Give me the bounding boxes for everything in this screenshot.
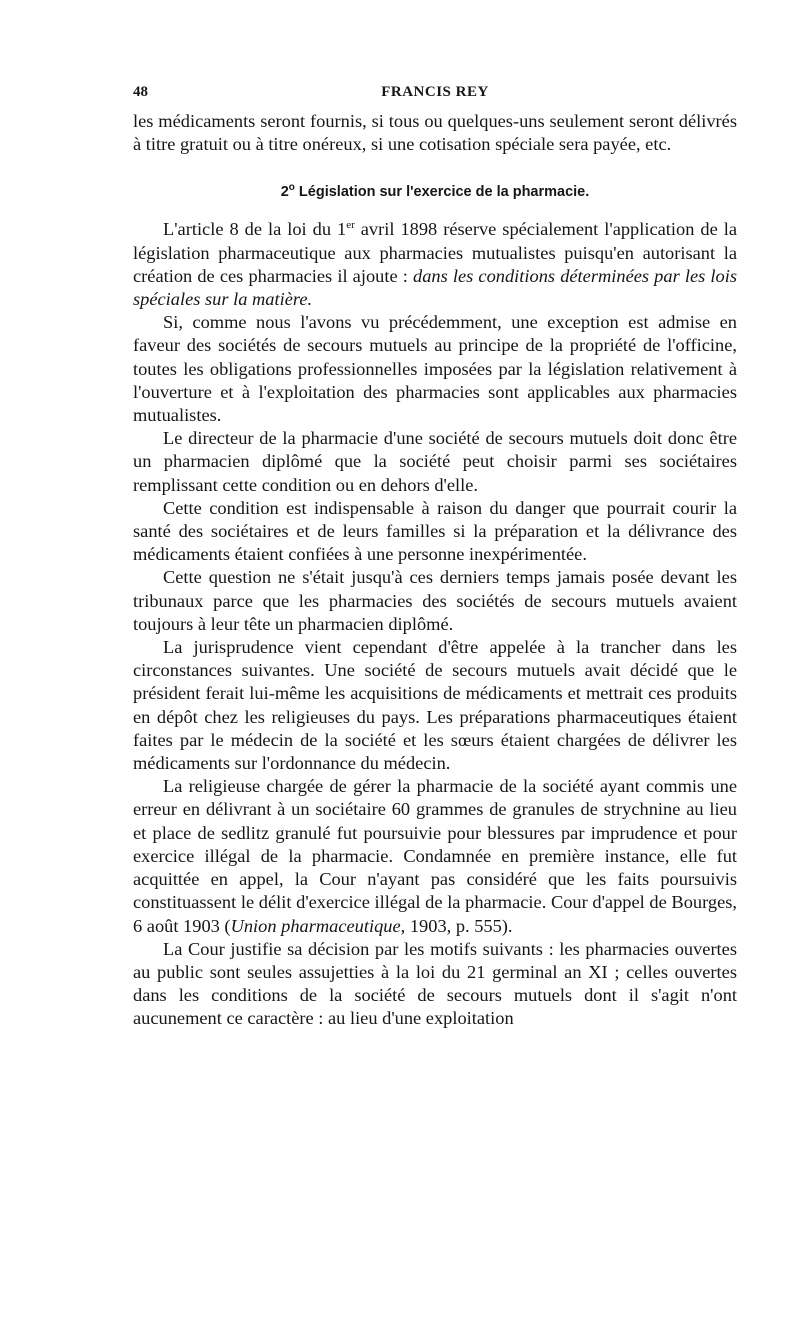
paragraph-religieuse <box>133 775 737 937</box>
book-page <box>133 84 737 1031</box>
ordinal-superscript: er <box>346 219 355 232</box>
journal-title: Union pharmaceutique <box>230 915 401 936</box>
paragraph-article-8-middle: avril 1898 réserve spécialement l'application de la législation pharmaceutique aux pharmacies mutualistes puisqu'en autorisant la création de ces pharmacies il ajoute : <box>133 219 737 286</box>
section-number: 2 <box>280 184 289 201</box>
paragraph-cour-motifs: La Cour justifie sa décision par les motifs suivants : les pharmacies ouvertes au public sont seules assujetties à la loi du 21 germinal an XI ; celles ouvertes dans les conditions de la société de secours mutuels dont il s'agit n'ont aucunement ce caractère : au lieu d'une exploitation <box>133 938 737 1029</box>
paragraph-continuation: les médicaments seront fournis, si tous ou quelques-uns seulement seront délivrés à titre gratuit ou à titre onéreux, si une cotisation spéciale sera payée, etc. <box>133 111 737 155</box>
section-heading <box>133 182 737 202</box>
citation-end: , 1903, p. 555). <box>400 915 513 936</box>
section-number-degree: o <box>288 182 295 194</box>
paragraph-jurisprudence: La jurisprudence vient cependant d'être appelée à la trancher dans les circonstances suivantes. Une société de secours mutuels avait décidé que le président ferait lui-même les acquisitions de médicaments et mettrait ces produits en dépôt chez les religieuses du pays. Les préparations pharmaceutiques étaient faites par le médecin de la société et les sœurs étaient chargées de délivrer les médicaments sur l'ordonnance du médecin. <box>133 637 737 774</box>
page-header <box>133 84 737 110</box>
running-head: FRANCIS REY <box>381 84 489 100</box>
paragraph-article-8-start: L'article 8 de la loi du 1 <box>163 219 347 240</box>
paragraph-question: Cette question ne s'était jusqu'à ces derniers temps jamais posée devant les tribunaux parce que les pharmacies des sociétés de secours mutuels avaient toujours à leur tête un pharmacien diplômé. <box>133 567 737 634</box>
body-text <box>133 110 737 1031</box>
paragraph-article-8 <box>133 218 737 311</box>
paragraph-exception: Si, comme nous l'avons vu précédemment, une exception est admise en faveur des sociétés de secours mutuels au principe de la propriété de l'officine, toutes les obligations professionnelles imposées par la législation relativement à l'ouverture et à l'exploitation des pharmacies sont applicables aux pharmacies mutualistes. <box>133 312 737 426</box>
paragraph-condition: Cette condition est indispensable à raison du danger que pourrait courir la santé des sociétaires et de leurs familles si la préparation et la délivrance des médicaments étaient confiées à une personne inexpérimentée. <box>133 497 737 565</box>
page-number: 48 <box>133 84 148 100</box>
section-title: Législation sur l'exercice de la pharmacie. <box>298 184 590 201</box>
paragraph-religieuse-text: La religieuse chargée de gérer la pharmacie de la société ayant commis une erreur en délivrant à un sociétaire 60 grammes de granules de strychnine au lieu et place de sedlitz granulé fut poursuivie pour blessures par imprudence et pour exercice illégal de la pharmacie. Condamnée en première instance, elle fut acquittée en appel, la Cour n'ayant pas considéré que les faits poursuivis constituassent le délit d'exercice illégal de la pharmacie. Cour d'appel de Bourges, 6 août 1903 ( <box>133 776 737 936</box>
italic-quotation: dans les conditions déterminées par les lois spéciales sur la matière. <box>133 265 737 310</box>
paragraph-director: Le directeur de la pharmacie d'une société de secours mutuels doit donc être un pharmacien diplômé que la société peut choisir parmi ses sociétaires remplissant cette condition ou en dehors d'elle. <box>133 428 737 495</box>
